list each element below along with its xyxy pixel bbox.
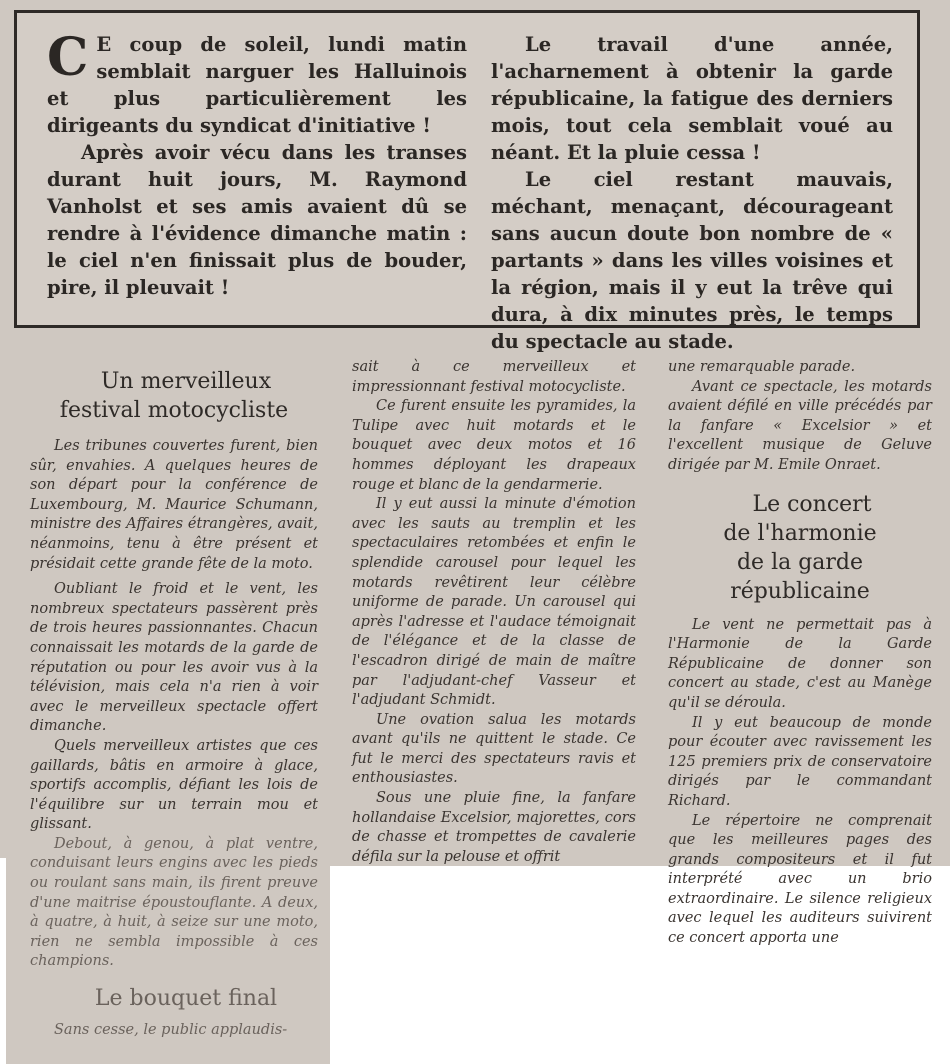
article-column-2 (352, 358, 636, 867)
paragraph: Les tribunes couvertes furent, bien sûr, envahies. A quelques heures de son départ pour la conférence de Luxembourg, M. Maurice Schumann, ministre des Affaires étrangères, avait, néanmoins, tenu à être présent et présidait cette grande fête de la moto. (30, 438, 318, 572)
paragraph: Avant ce spectacle, les motards avaient défilé en ville précédés par la fanfare « Excelsior » et l'excellent musique de Geluve dirigée par M. Emile Onraet. (668, 378, 932, 473)
section-heading: Le bouquet final (94, 986, 278, 1012)
drop-cap: C (47, 27, 89, 88)
intro-right-column (491, 31, 893, 355)
paragraph: Quels merveilleux artistes que ces gaillards, bâtis en armoire à glace, sportifs accomplis, défiant les lois de l'équilibre sur un terrain mou et glissant. (30, 737, 318, 833)
intro-paragraph: Après avoir vécu dans les transes durant huit jours, M. Raymond Vanholst et ses amis avaient dû se rendre à l'évidence dimanche matin : le ciel n'en finissait plus de bouder, pire, il pleuvait ! (47, 141, 467, 299)
paragraph: Oubliant le froid et le vent, les nombreux spectateurs passèrent près de trois heures passionnantes. Chacun connaissait les motards de la garde de réputation ou pour les avoir vus à la télévision, mais cela n'a rien à voir avec le merveilleux spectacle offert dimanche. (30, 581, 318, 735)
paragraph: Il y eut beaucoup de monde pour écouter avec ravissement les 125 premiers prix de conservatoire dirigés par le commandant Richard. (668, 714, 932, 809)
paragraph: Le vent ne permettait pas à l'Harmonie de la Garde Républicaine de donner son concert au stade, c'est au Manège qu'il se déroula. (668, 616, 932, 711)
paragraph: Sans cesse, le public applaudis- (54, 1022, 288, 1039)
cutout-bottom-left (0, 858, 6, 1064)
paragraph: Debout, à genou, à plat ventre, conduisant leurs engins avec les pieds ou roulant sans main, ils firent preuve d'une maitrise époustouflante. A deux, à quatre, à huit, à seize sur une moto, rien ne sembla impossible à ces champions. (30, 835, 318, 970)
paragraph: Le répertoire ne comprenait que les meilleures pages des grands compositeurs et il fut interprété avec un brio extraordinaire. Le silence religieux avec lequel les auditeurs suivirent ce concert apporta une (668, 812, 932, 947)
intro-paragraph: Le travail d'une année, l'acharnement à obtenir la garde républicaine, la fatigue des derniers mois, tout cela semblait voué au néant. Et la pluie cessa ! (491, 33, 893, 164)
paragraph: Ce furent ensuite les pyramides, la Tulipe avec huit motards et le bouquet avec deux motos et 16 hommes déployant les drapeaux rouge et blanc de la gendarmerie. (352, 398, 636, 493)
paragraph: une remarquable parade. (668, 359, 856, 375)
paragraph: Une ovation salua les motards avant qu'ils ne quittent le stade. Ce fut le merci des spectateurs ravis et enthousiastes. (352, 711, 636, 787)
article-column-1 (30, 367, 318, 1041)
intro-left-column (47, 27, 467, 301)
paragraph: Il y eut aussi la minute d'émotion avec les sauts au tremplin et les spectaculaires retombées et enfin le splendide carousel pour lequel les motards revêtirent leur célèbre uniforme de parade. Un carousel qui après l'adresse et l'audace témoignait de l'élégance et de la classe de l'escadron dirigé de main de maître par l'adjudant-chef Vasseur et l'adjudant Schmidt. (352, 496, 636, 709)
paragraph: Sous une pluie fine, la fanfare hollandaise Excelsior, majorettes, cors de chasse et trompettes de cavalerie défila sur la pelouse et offrit (352, 790, 636, 865)
article-column-3 (668, 358, 932, 949)
paragraph: sait à ce merveilleux et impressionnant festival motocycliste. (352, 359, 636, 395)
intro-paragraph: Le ciel restant mauvais, méchant, menaçant, décourageant sans aucun doute bon nombre de « partants » dans les villes voisines et la région, mais il y eut la trêve qui dura, à dix minutes près, le temps du spectacle au stade. (491, 168, 893, 353)
section-heading: Un merveilleux festival motocycliste (59, 369, 289, 423)
section-heading: Le concert de l'harmonie de la garde républicaine (723, 491, 877, 604)
intro-box (14, 10, 920, 353)
intro-paragraph: C E coup de soleil, lundi matin semblait narguer les Halluinois et plus particulièrement les dirigeants du syndicat d'initiative ! (47, 27, 467, 137)
